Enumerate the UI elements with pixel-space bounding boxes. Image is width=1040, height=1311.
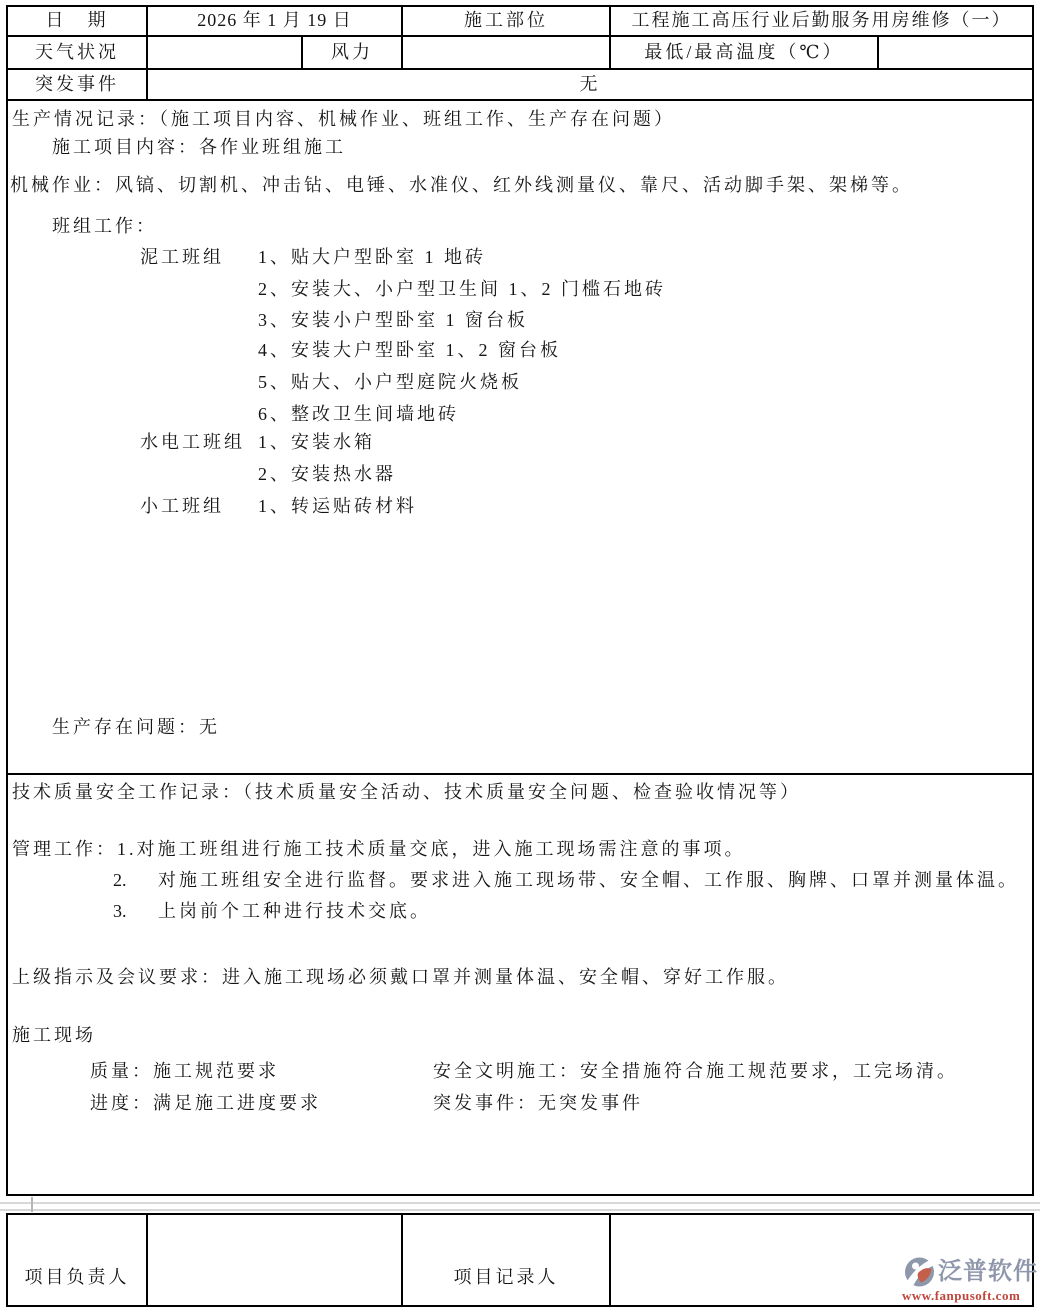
team-task-item: 4、安装大户型卧室 1、2 窗台板 bbox=[258, 340, 561, 360]
fanpu-logo-icon bbox=[904, 1256, 936, 1288]
team-name-plumber-electrician: 水电工班组 bbox=[140, 432, 245, 452]
site-incident-line: 突发事件：无突发事件 bbox=[433, 1093, 643, 1113]
team-task-item: 3、安装小户型卧室 1 窗台板 bbox=[258, 310, 528, 330]
project-manager-signature-field[interactable] bbox=[148, 1215, 399, 1305]
project-recorder-label: 项目记录人 bbox=[453, 1267, 559, 1287]
temperature-label: 最低/最高温度（℃） bbox=[644, 42, 844, 62]
team-task-item: 2、安装大、小户型卫生间 1、2 门槛石地砖 bbox=[258, 279, 666, 299]
management-item-number: 2. bbox=[113, 870, 127, 890]
production-problems-line: 生产存在问题：无 bbox=[52, 717, 220, 737]
date-value: 2026 年 1 月 19 日 bbox=[197, 10, 352, 30]
page-break-line bbox=[0, 1209, 1040, 1211]
management-item-number: 3. bbox=[113, 901, 127, 921]
incident-value: 无 bbox=[579, 74, 601, 94]
weather-label: 天气状况 bbox=[35, 42, 119, 62]
fanpu-logo-url[interactable]: www.fanpusoft.com bbox=[902, 1288, 1021, 1303]
page-break-tick bbox=[31, 1197, 33, 1212]
team-task-item: 6、整改卫生间墙地砖 bbox=[258, 404, 459, 424]
teamwork-label: 班组工作： bbox=[52, 216, 157, 236]
machinery-line: 机械作业：风镐、切割机、冲击钻、电锤、水准仪、红外线测量仪、靠尺、活动脚手架、架梯等。 bbox=[10, 175, 913, 195]
construction-part-label: 施工部位 bbox=[464, 10, 548, 30]
management-item-text: 上岗前个工种进行技术交底。 bbox=[158, 901, 431, 921]
project-content-line: 施工项目内容：各作业班组施工 bbox=[52, 137, 346, 157]
team-task-item: 1、安装水箱 bbox=[258, 432, 375, 452]
grid-line-row3 bbox=[6, 99, 1034, 101]
team-task-item: 2、安装热水器 bbox=[258, 464, 396, 484]
date-label: 日 期 bbox=[45, 10, 109, 30]
site-quality-line: 质量：施工规范要求 bbox=[90, 1061, 279, 1081]
incident-label: 突发事件 bbox=[35, 74, 119, 94]
project-manager-label: 项目负责人 bbox=[24, 1267, 130, 1287]
team-task-item: 1、转运贴砖材料 bbox=[258, 496, 417, 516]
construction-part-value: 工程施工高压行业后勤服务用房维修（一） bbox=[631, 10, 1012, 30]
temperature-value-field[interactable] bbox=[879, 37, 1032, 68]
team-task-item: 5、贴大、小户型庭院火烧板 bbox=[258, 372, 522, 392]
footer-vline-2 bbox=[401, 1213, 403, 1307]
wind-label: 风力 bbox=[331, 42, 373, 62]
team-task-item: 1、贴大户型卧室 1 地砖 bbox=[258, 247, 486, 267]
page-break-line bbox=[0, 1202, 1040, 1204]
superior-instructions-line: 上级指示及会议要求：进入施工现场必须戴口罩并测量体温、安全帽、穿好工作服。 bbox=[12, 967, 789, 987]
project-recorder-signature-field[interactable] bbox=[611, 1215, 901, 1305]
wind-value-field[interactable] bbox=[403, 37, 609, 68]
team-name-mason: 泥工班组 bbox=[140, 247, 224, 267]
management-item-text: 对施工班组安全进行监督。要求进入施工现场带、安全帽、工作服、胸牌、口罩并测量体温。 bbox=[158, 870, 1019, 890]
site-label: 施工现场 bbox=[12, 1025, 96, 1045]
grid-line-section-divider bbox=[6, 773, 1034, 775]
fanpu-logo-text: 泛普软件 bbox=[938, 1259, 1038, 1285]
management-work-line1: 管理工作：1.对施工班组进行施工技术质量交底，进入施工现场需注意的事项。 bbox=[12, 839, 746, 859]
site-progress-line: 进度：满足施工进度要求 bbox=[90, 1093, 321, 1113]
production-record-title: 生产情况记录：（施工项目内容、机械作业、班组工作、生产存在问题） bbox=[12, 109, 675, 129]
site-safety-line: 安全文明施工：安全措施符合施工规范要求，工完场清。 bbox=[433, 1061, 958, 1081]
weather-value-field[interactable] bbox=[148, 37, 301, 68]
team-name-laborer: 小工班组 bbox=[140, 496, 224, 516]
tech-quality-record-title: 技术质量安全工作记录：（技术质量安全活动、技术质量安全问题、检查验收情况等） bbox=[12, 782, 801, 802]
